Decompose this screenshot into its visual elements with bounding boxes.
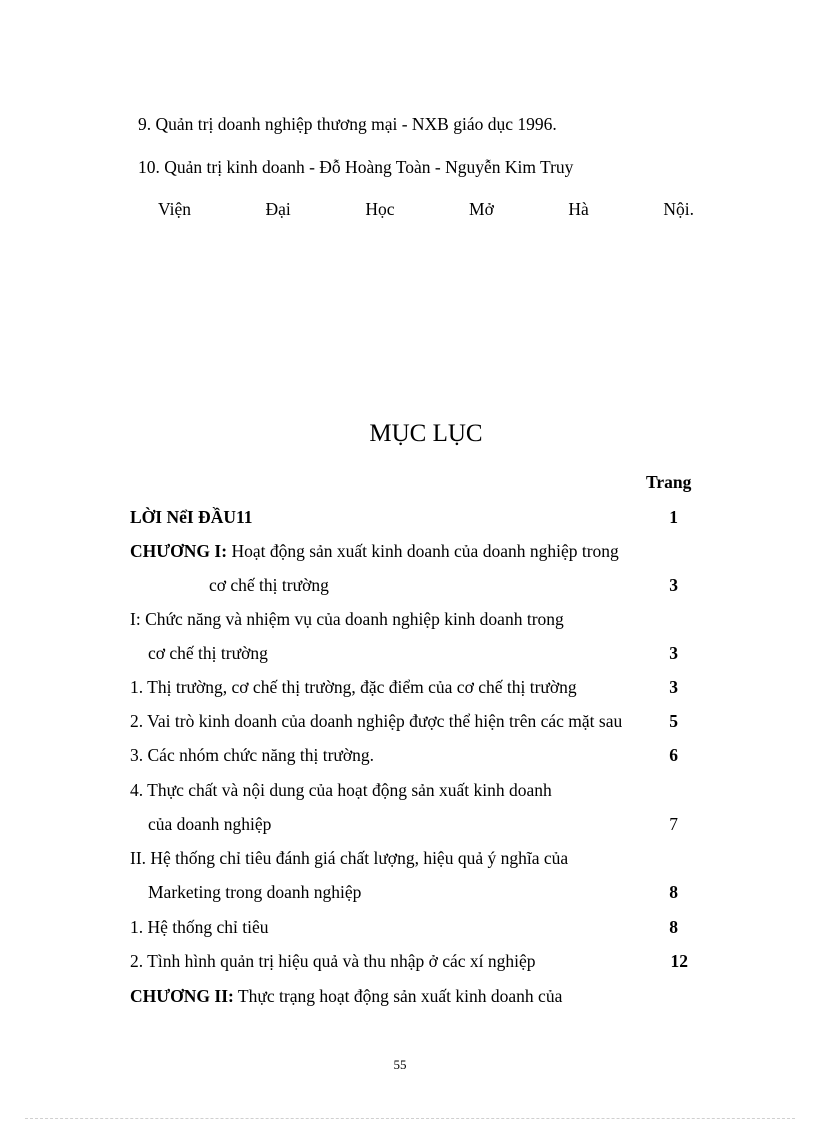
- toc-entry: II. Hệ thống chỉ tiêu đánh giá chất lượng, hiệu quả ý nghĩa của: [130, 848, 569, 868]
- toc-entry-page: 3: [669, 575, 678, 595]
- toc-entry-page: 3: [669, 643, 678, 663]
- toc-title: MỤC LỤC: [369, 420, 483, 447]
- toc-entry: 4. Thực chất và nội dung của hoạt động sản xuất kinh doanh: [130, 780, 552, 800]
- word: Học: [365, 199, 395, 219]
- word: Viện: [158, 199, 191, 219]
- toc-entry: cơ chế thị trường: [148, 643, 268, 663]
- toc-entry: CHƯƠNG I: Hoạt động sản xuất kinh doanh của doanh nghiệp trong: [130, 541, 619, 561]
- word: Mở: [469, 199, 494, 219]
- toc-entry: 1. Hệ thống chỉ tiêu: [130, 917, 269, 937]
- toc-entry-page: 5: [669, 711, 678, 731]
- toc-entry: 2. Tình hình quản trị hiệu quả và thu nhập ở các xí nghiệp: [130, 951, 536, 971]
- toc-entry: 3. Các nhóm chức năng thị trường.: [130, 745, 375, 765]
- toc-entry-page: 6: [669, 745, 678, 765]
- reference-item-10-continuation: [158, 198, 694, 220]
- word: Hà: [568, 199, 589, 219]
- toc-entry: LỜI NểI ĐẦU11: [130, 507, 253, 527]
- page-bottom-divider: [25, 1118, 795, 1119]
- toc-page-header: Trang: [646, 472, 692, 492]
- toc-entry: 2. Vai trò kinh doanh của doanh nghiệp được thể hiện trên các mặt sau: [130, 711, 623, 731]
- reference-item-9: 9. Quản trị doanh nghiệp thương mại - NXB giáo dục 1996.: [138, 114, 557, 134]
- toc-entry: I: Chức năng và nhiệm vụ của doanh nghiệp kinh doanh trong: [130, 609, 564, 629]
- toc-entry-page: 1: [669, 507, 678, 527]
- toc-entry-page: 8: [669, 882, 678, 902]
- toc-entry: 1. Thị trường, cơ chế thị trường, đặc điểm của cơ chế thị trường: [130, 677, 577, 697]
- toc-entry-page: 7: [669, 814, 678, 834]
- word: Nội.: [663, 199, 694, 219]
- toc-entry-page: 12: [670, 951, 688, 971]
- word: Đại: [265, 199, 291, 219]
- toc-entry-page: 8: [669, 917, 678, 937]
- toc-entry: cơ chế thị trường: [209, 575, 329, 595]
- toc-entry: CHƯƠNG II: Thực trạng hoạt động sản xuất kinh doanh của: [130, 986, 563, 1006]
- page-number: 55: [393, 1057, 407, 1072]
- toc-entry-page: 3: [669, 677, 678, 697]
- toc-entry: Marketing trong doanh nghiệp: [148, 882, 362, 902]
- toc-entry: của doanh nghiệp: [148, 814, 272, 834]
- reference-item-10: 10. Quản trị kinh doanh - Đỗ Hoàng Toàn - Nguyễn Kim Truy: [138, 157, 574, 177]
